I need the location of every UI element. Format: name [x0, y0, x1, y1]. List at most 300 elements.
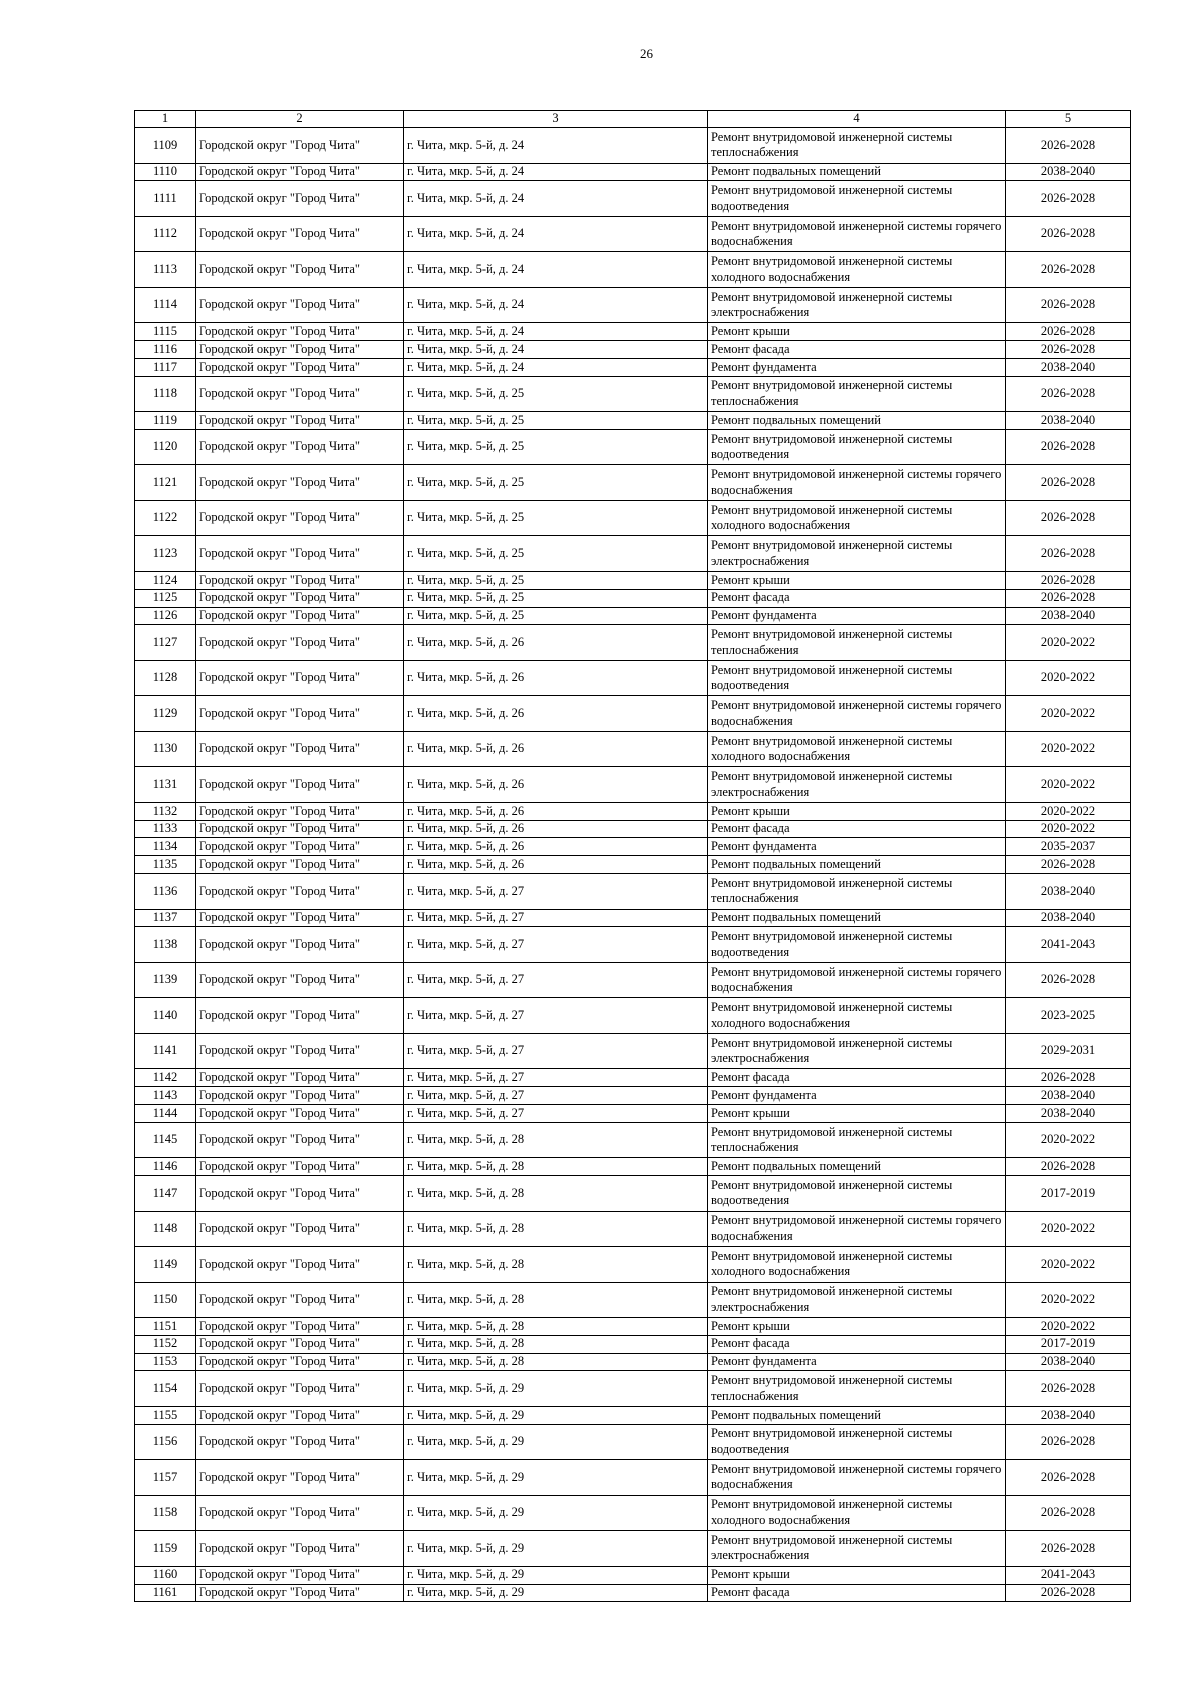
address-cell: г. Чита, мкр. 5-й, д. 26: [404, 820, 708, 838]
municipality-cell: Городской округ "Город Чита": [196, 767, 404, 803]
address-cell: г. Чита, мкр. 5-й, д. 28: [404, 1158, 708, 1176]
work-type-cell: Ремонт внутридомовой инженерной системы горячего водоснабжения: [708, 465, 1006, 501]
municipality-cell: Городской округ "Город Чита": [196, 1033, 404, 1069]
row-number-cell: 1142: [135, 1069, 196, 1087]
period-cell: 2017-2019: [1006, 1335, 1131, 1353]
municipality-cell: Городской округ "Город Чита": [196, 1069, 404, 1087]
period-cell: 2038-2040: [1006, 163, 1131, 181]
table-row: [135, 1033, 1131, 1069]
period-cell: 2020-2022: [1006, 1122, 1131, 1158]
work-type-cell: Ремонт внутридомовой инженерной системы горячего водоснабжения: [708, 216, 1006, 252]
address-cell: г. Чита, мкр. 5-й, д. 27: [404, 1104, 708, 1122]
period-cell: 2020-2022: [1006, 696, 1131, 732]
row-number-cell: 1124: [135, 571, 196, 589]
row-number-cell: 1130: [135, 731, 196, 767]
work-type-cell: Ремонт фасада: [708, 1335, 1006, 1353]
period-cell: 2020-2022: [1006, 1282, 1131, 1318]
row-number-cell: 1157: [135, 1460, 196, 1496]
table-row: [135, 128, 1131, 164]
work-type-cell: Ремонт подвальных помещений: [708, 1158, 1006, 1176]
table-row: [135, 962, 1131, 998]
address-cell: г. Чита, мкр. 5-й, д. 24: [404, 216, 708, 252]
row-number-cell: 1144: [135, 1104, 196, 1122]
period-cell: 2023-2025: [1006, 998, 1131, 1034]
table-row: [135, 1566, 1131, 1584]
table-row: [135, 1353, 1131, 1371]
work-type-cell: Ремонт крыши: [708, 1566, 1006, 1584]
municipality-cell: Городской округ "Город Чита": [196, 287, 404, 323]
address-cell: г. Чита, мкр. 5-й, д. 25: [404, 429, 708, 465]
municipality-cell: Городской округ "Город Чита": [196, 163, 404, 181]
period-cell: 2026-2028: [1006, 376, 1131, 412]
work-type-cell: Ремонт внутридомовой инженерной системы водоотведения: [708, 1424, 1006, 1460]
municipality-cell: Городской округ "Город Чита": [196, 1495, 404, 1531]
work-type-cell: Ремонт внутридомовой инженерной системы водоотведения: [708, 429, 1006, 465]
municipality-cell: Городской округ "Город Чита": [196, 465, 404, 501]
table-row: [135, 376, 1131, 412]
work-type-cell: Ремонт внутридомовой инженерной системы горячего водоснабжения: [708, 1211, 1006, 1247]
row-number-cell: 1135: [135, 856, 196, 874]
address-cell: г. Чита, мкр. 5-й, д. 24: [404, 341, 708, 359]
table-row: [135, 1335, 1131, 1353]
period-cell: 2026-2028: [1006, 465, 1131, 501]
work-type-cell: Ремонт подвальных помещений: [708, 856, 1006, 874]
work-type-cell: Ремонт крыши: [708, 1104, 1006, 1122]
address-cell: г. Чита, мкр. 5-й, д. 29: [404, 1584, 708, 1602]
period-cell: 2038-2040: [1006, 358, 1131, 376]
table-row: [135, 1406, 1131, 1424]
address-cell: г. Чита, мкр. 5-й, д. 28: [404, 1176, 708, 1212]
table-row: [135, 571, 1131, 589]
table-row: [135, 500, 1131, 536]
table-row: [135, 216, 1131, 252]
municipality-cell: Городской округ "Город Чита": [196, 128, 404, 164]
work-type-cell: Ремонт внутридомовой инженерной системы теплоснабжения: [708, 376, 1006, 412]
table-row: [135, 731, 1131, 767]
address-cell: г. Чита, мкр. 5-й, д. 24: [404, 287, 708, 323]
address-cell: г. Чита, мкр. 5-й, д. 29: [404, 1371, 708, 1407]
municipality-cell: Городской округ "Город Чита": [196, 412, 404, 430]
address-cell: г. Чита, мкр. 5-й, д. 29: [404, 1495, 708, 1531]
work-type-cell: Ремонт внутридомовой инженерной системы холодного водоснабжения: [708, 731, 1006, 767]
work-type-cell: Ремонт внутридомовой инженерной системы теплоснабжения: [708, 874, 1006, 910]
row-number-cell: 1113: [135, 252, 196, 288]
table-row: [135, 1176, 1131, 1212]
period-cell: 2026-2028: [1006, 1069, 1131, 1087]
row-number-cell: 1152: [135, 1335, 196, 1353]
period-cell: 2026-2028: [1006, 1584, 1131, 1602]
period-cell: 2020-2022: [1006, 625, 1131, 661]
work-type-cell: Ремонт подвальных помещений: [708, 909, 1006, 927]
work-type-cell: Ремонт внутридомовой инженерной системы водоотведения: [708, 181, 1006, 217]
work-type-cell: Ремонт подвальных помещений: [708, 412, 1006, 430]
column-header: 2: [196, 111, 404, 128]
table-row: [135, 1371, 1131, 1407]
work-type-cell: Ремонт внутридомовой инженерной системы горячего водоснабжения: [708, 962, 1006, 998]
municipality-cell: Городской округ "Город Чита": [196, 1318, 404, 1336]
address-cell: г. Чита, мкр. 5-й, д. 24: [404, 323, 708, 341]
row-number-cell: 1117: [135, 358, 196, 376]
period-cell: 2026-2028: [1006, 216, 1131, 252]
municipality-cell: Городской округ "Город Чита": [196, 1087, 404, 1105]
table-row: [135, 1495, 1131, 1531]
work-type-cell: Ремонт внутридомовой инженерной системы водоотведения: [708, 927, 1006, 963]
period-cell: 2026-2028: [1006, 181, 1131, 217]
row-number-cell: 1120: [135, 429, 196, 465]
work-type-cell: Ремонт крыши: [708, 802, 1006, 820]
municipality-cell: Городской округ "Город Чита": [196, 1584, 404, 1602]
municipality-cell: Городской округ "Город Чита": [196, 1176, 404, 1212]
address-cell: г. Чита, мкр. 5-й, д. 29: [404, 1406, 708, 1424]
work-type-cell: Ремонт внутридомовой инженерной системы электроснабжения: [708, 1282, 1006, 1318]
work-type-cell: Ремонт фундамента: [708, 607, 1006, 625]
period-cell: 2026-2028: [1006, 856, 1131, 874]
address-cell: г. Чита, мкр. 5-й, д. 29: [404, 1424, 708, 1460]
work-type-cell: Ремонт фундамента: [708, 838, 1006, 856]
table-row: [135, 909, 1131, 927]
municipality-cell: Городской округ "Город Чита": [196, 536, 404, 572]
address-cell: г. Чита, мкр. 5-й, д. 26: [404, 731, 708, 767]
work-type-cell: Ремонт внутридомовой инженерной системы горячего водоснабжения: [708, 696, 1006, 732]
period-cell: 2026-2028: [1006, 287, 1131, 323]
row-number-cell: 1128: [135, 660, 196, 696]
period-cell: 2038-2040: [1006, 1087, 1131, 1105]
address-cell: г. Чита, мкр. 5-й, д. 25: [404, 376, 708, 412]
row-number-cell: 1123: [135, 536, 196, 572]
period-cell: 2026-2028: [1006, 1531, 1131, 1567]
header-row: [135, 111, 1131, 128]
address-cell: г. Чита, мкр. 5-й, д. 27: [404, 962, 708, 998]
municipality-cell: Городской округ "Город Чита": [196, 181, 404, 217]
table-row: [135, 625, 1131, 661]
table-row: [135, 1318, 1131, 1336]
row-number-cell: 1127: [135, 625, 196, 661]
period-cell: 2041-2043: [1006, 927, 1131, 963]
work-type-cell: Ремонт фасада: [708, 341, 1006, 359]
row-number-cell: 1137: [135, 909, 196, 927]
table-row: [135, 802, 1131, 820]
address-cell: г. Чита, мкр. 5-й, д. 26: [404, 696, 708, 732]
table-row: [135, 163, 1131, 181]
table-row: [135, 696, 1131, 732]
row-number-cell: 1131: [135, 767, 196, 803]
municipality-cell: Городской округ "Город Чита": [196, 1353, 404, 1371]
row-number-cell: 1133: [135, 820, 196, 838]
address-cell: г. Чита, мкр. 5-й, д. 28: [404, 1211, 708, 1247]
period-cell: 2020-2022: [1006, 731, 1131, 767]
table-row: [135, 874, 1131, 910]
table-row: [135, 856, 1131, 874]
municipality-cell: Городской округ "Город Чита": [196, 1460, 404, 1496]
table-row: [135, 358, 1131, 376]
address-cell: г. Чита, мкр. 5-й, д. 27: [404, 927, 708, 963]
table-row: [135, 589, 1131, 607]
address-cell: г. Чита, мкр. 5-й, д. 27: [404, 909, 708, 927]
municipality-cell: Городской округ "Город Чита": [196, 927, 404, 963]
row-number-cell: 1158: [135, 1495, 196, 1531]
municipality-cell: Городской округ "Город Чита": [196, 323, 404, 341]
table-row: [135, 1104, 1131, 1122]
table-row: [135, 1158, 1131, 1176]
work-type-cell: Ремонт фасада: [708, 1069, 1006, 1087]
address-cell: г. Чита, мкр. 5-й, д. 26: [404, 625, 708, 661]
work-type-cell: Ремонт внутридомовой инженерной системы электроснабжения: [708, 1033, 1006, 1069]
table-row: [135, 181, 1131, 217]
address-cell: г. Чита, мкр. 5-й, д. 25: [404, 412, 708, 430]
table-row: [135, 465, 1131, 501]
row-number-cell: 1156: [135, 1424, 196, 1460]
work-type-cell: Ремонт фундамента: [708, 1353, 1006, 1371]
address-cell: г. Чита, мкр. 5-й, д. 25: [404, 536, 708, 572]
work-type-cell: Ремонт подвальных помещений: [708, 1406, 1006, 1424]
row-number-cell: 1119: [135, 412, 196, 430]
table-row: [135, 429, 1131, 465]
table-header: [135, 111, 1131, 128]
municipality-cell: Городской округ "Город Чита": [196, 571, 404, 589]
municipality-cell: Городской округ "Город Чита": [196, 589, 404, 607]
municipality-cell: Городской округ "Город Чита": [196, 660, 404, 696]
municipality-cell: Городской округ "Город Чита": [196, 1566, 404, 1584]
municipality-cell: Городской округ "Город Чита": [196, 838, 404, 856]
period-cell: 2026-2028: [1006, 323, 1131, 341]
row-number-cell: 1114: [135, 287, 196, 323]
period-cell: 2026-2028: [1006, 128, 1131, 164]
address-cell: г. Чита, мкр. 5-й, д. 28: [404, 1353, 708, 1371]
row-number-cell: 1143: [135, 1087, 196, 1105]
municipality-cell: Городской округ "Город Чита": [196, 962, 404, 998]
work-type-cell: Ремонт фасада: [708, 820, 1006, 838]
row-number-cell: 1160: [135, 1566, 196, 1584]
work-type-cell: Ремонт крыши: [708, 571, 1006, 589]
address-cell: г. Чита, мкр. 5-й, д. 25: [404, 571, 708, 589]
row-number-cell: 1161: [135, 1584, 196, 1602]
table-body: [135, 128, 1131, 1602]
municipality-cell: Городской округ "Город Чита": [196, 429, 404, 465]
municipality-cell: Городской округ "Город Чита": [196, 1282, 404, 1318]
row-number-cell: 1109: [135, 128, 196, 164]
address-cell: г. Чита, мкр. 5-й, д. 24: [404, 128, 708, 164]
table-row: [135, 412, 1131, 430]
period-cell: 2020-2022: [1006, 1211, 1131, 1247]
row-number-cell: 1138: [135, 927, 196, 963]
address-cell: г. Чита, мкр. 5-й, д. 28: [404, 1282, 708, 1318]
table-row: [135, 536, 1131, 572]
address-cell: г. Чита, мкр. 5-й, д. 29: [404, 1566, 708, 1584]
row-number-cell: 1136: [135, 874, 196, 910]
work-type-cell: Ремонт внутридомовой инженерной системы холодного водоснабжения: [708, 252, 1006, 288]
municipality-cell: Городской округ "Город Чита": [196, 607, 404, 625]
municipality-cell: Городской округ "Город Чита": [196, 341, 404, 359]
table-row: [135, 1122, 1131, 1158]
table-row: [135, 1247, 1131, 1283]
column-header: 4: [708, 111, 1006, 128]
table-row: [135, 1460, 1131, 1496]
municipality-cell: Городской округ "Город Чита": [196, 802, 404, 820]
work-type-cell: Ремонт фасада: [708, 1584, 1006, 1602]
address-cell: г. Чита, мкр. 5-й, д. 25: [404, 607, 708, 625]
address-cell: г. Чита, мкр. 5-й, д. 26: [404, 767, 708, 803]
row-number-cell: 1116: [135, 341, 196, 359]
row-number-cell: 1146: [135, 1158, 196, 1176]
period-cell: 2026-2028: [1006, 252, 1131, 288]
period-cell: 2038-2040: [1006, 607, 1131, 625]
row-number-cell: 1121: [135, 465, 196, 501]
period-cell: 2038-2040: [1006, 1104, 1131, 1122]
row-number-cell: 1148: [135, 1211, 196, 1247]
work-type-cell: Ремонт внутридомовой инженерной системы теплоснабжения: [708, 625, 1006, 661]
row-number-cell: 1118: [135, 376, 196, 412]
row-number-cell: 1151: [135, 1318, 196, 1336]
period-cell: 2038-2040: [1006, 1406, 1131, 1424]
table-row: [135, 838, 1131, 856]
address-cell: г. Чита, мкр. 5-й, д. 24: [404, 358, 708, 376]
work-type-cell: Ремонт внутридомовой инженерной системы теплоснабжения: [708, 1122, 1006, 1158]
address-cell: г. Чита, мкр. 5-й, д. 28: [404, 1122, 708, 1158]
row-number-cell: 1132: [135, 802, 196, 820]
municipality-cell: Городской округ "Город Чита": [196, 216, 404, 252]
municipality-cell: Городской округ "Город Чита": [196, 1371, 404, 1407]
address-cell: г. Чита, мкр. 5-й, д. 24: [404, 252, 708, 288]
municipality-cell: Городской округ "Город Чита": [196, 820, 404, 838]
period-cell: 2020-2022: [1006, 767, 1131, 803]
table-row: [135, 1424, 1131, 1460]
municipality-cell: Городской округ "Город Чита": [196, 625, 404, 661]
work-type-cell: Ремонт внутридомовой инженерной системы холодного водоснабжения: [708, 1495, 1006, 1531]
row-number-cell: 1155: [135, 1406, 196, 1424]
period-cell: 2017-2019: [1006, 1176, 1131, 1212]
period-cell: 2029-2031: [1006, 1033, 1131, 1069]
municipality-cell: Городской округ "Город Чита": [196, 1122, 404, 1158]
row-number-cell: 1141: [135, 1033, 196, 1069]
row-number-cell: 1140: [135, 998, 196, 1034]
column-header: 3: [404, 111, 708, 128]
period-cell: 2038-2040: [1006, 909, 1131, 927]
address-cell: г. Чита, мкр. 5-й, д. 28: [404, 1318, 708, 1336]
municipality-cell: Городской округ "Город Чита": [196, 1211, 404, 1247]
municipality-cell: Городской округ "Город Чита": [196, 998, 404, 1034]
address-cell: г. Чита, мкр. 5-й, д. 27: [404, 1069, 708, 1087]
period-cell: 2026-2028: [1006, 589, 1131, 607]
address-cell: г. Чита, мкр. 5-й, д. 29: [404, 1460, 708, 1496]
period-cell: 2026-2028: [1006, 536, 1131, 572]
table-row: [135, 323, 1131, 341]
column-header: 1: [135, 111, 196, 128]
address-cell: г. Чита, мкр. 5-й, д. 25: [404, 465, 708, 501]
period-cell: 2035-2037: [1006, 838, 1131, 856]
municipality-cell: Городской округ "Город Чита": [196, 909, 404, 927]
period-cell: 2020-2022: [1006, 820, 1131, 838]
period-cell: 2038-2040: [1006, 412, 1131, 430]
work-type-cell: Ремонт внутридомовой инженерной системы электроснабжения: [708, 767, 1006, 803]
row-number-cell: 1154: [135, 1371, 196, 1407]
work-type-cell: Ремонт внутридомовой инженерной системы холодного водоснабжения: [708, 998, 1006, 1034]
table-row: [135, 820, 1131, 838]
municipality-cell: Городской округ "Город Чита": [196, 1104, 404, 1122]
period-cell: 2026-2028: [1006, 429, 1131, 465]
period-cell: 2020-2022: [1006, 1318, 1131, 1336]
municipality-cell: Городской округ "Город Чита": [196, 1158, 404, 1176]
period-cell: 2020-2022: [1006, 660, 1131, 696]
municipality-cell: Городской округ "Город Чита": [196, 1424, 404, 1460]
repair-plan-table: [134, 110, 1131, 1602]
work-type-cell: Ремонт подвальных помещений: [708, 163, 1006, 181]
table-row: [135, 341, 1131, 359]
municipality-cell: Городской округ "Город Чита": [196, 731, 404, 767]
work-type-cell: Ремонт фундамента: [708, 358, 1006, 376]
municipality-cell: Городской округ "Город Чита": [196, 1335, 404, 1353]
address-cell: г. Чита, мкр. 5-й, д. 26: [404, 838, 708, 856]
address-cell: г. Чита, мкр. 5-й, д. 27: [404, 998, 708, 1034]
work-type-cell: Ремонт внутридомовой инженерной системы водоотведения: [708, 1176, 1006, 1212]
page-number: 26: [640, 46, 653, 61]
address-cell: г. Чита, мкр. 5-й, д. 24: [404, 163, 708, 181]
municipality-cell: Городской округ "Город Чита": [196, 376, 404, 412]
period-cell: 2026-2028: [1006, 500, 1131, 536]
row-number-cell: 1149: [135, 1247, 196, 1283]
period-cell: 2026-2028: [1006, 1371, 1131, 1407]
period-cell: 2038-2040: [1006, 1353, 1131, 1371]
period-cell: 2026-2028: [1006, 1158, 1131, 1176]
period-cell: 2041-2043: [1006, 1566, 1131, 1584]
table-row: [135, 287, 1131, 323]
table-row: [135, 1087, 1131, 1105]
table-row: [135, 767, 1131, 803]
work-type-cell: Ремонт внутридомовой инженерной системы электроснабжения: [708, 536, 1006, 572]
row-number-cell: 1115: [135, 323, 196, 341]
municipality-cell: Городской округ "Город Чита": [196, 1247, 404, 1283]
address-cell: г. Чита, мкр. 5-й, д. 25: [404, 589, 708, 607]
work-type-cell: Ремонт внутридомовой инженерной системы электроснабжения: [708, 1531, 1006, 1567]
table-row: [135, 1282, 1131, 1318]
period-cell: 2026-2028: [1006, 1460, 1131, 1496]
address-cell: г. Чита, мкр. 5-й, д. 28: [404, 1335, 708, 1353]
period-cell: 2020-2022: [1006, 802, 1131, 820]
table-row: [135, 1211, 1131, 1247]
row-number-cell: 1159: [135, 1531, 196, 1567]
row-number-cell: 1153: [135, 1353, 196, 1371]
row-number-cell: 1126: [135, 607, 196, 625]
period-cell: 2026-2028: [1006, 1424, 1131, 1460]
period-cell: 2026-2028: [1006, 962, 1131, 998]
address-cell: г. Чита, мкр. 5-й, д. 26: [404, 802, 708, 820]
work-type-cell: Ремонт фундамента: [708, 1087, 1006, 1105]
table-row: [135, 660, 1131, 696]
address-cell: г. Чита, мкр. 5-й, д. 26: [404, 856, 708, 874]
address-cell: г. Чита, мкр. 5-й, д. 24: [404, 181, 708, 217]
address-cell: г. Чита, мкр. 5-й, д. 27: [404, 1033, 708, 1069]
work-type-cell: Ремонт крыши: [708, 1318, 1006, 1336]
table-row: [135, 1531, 1131, 1567]
municipality-cell: Городской округ "Город Чита": [196, 252, 404, 288]
work-type-cell: Ремонт внутридомовой инженерной системы водоотведения: [708, 660, 1006, 696]
municipality-cell: Городской округ "Город Чита": [196, 696, 404, 732]
table-row: [135, 607, 1131, 625]
work-type-cell: Ремонт внутридомовой инженерной системы холодного водоснабжения: [708, 500, 1006, 536]
municipality-cell: Городской округ "Город Чита": [196, 1531, 404, 1567]
row-number-cell: 1147: [135, 1176, 196, 1212]
address-cell: г. Чита, мкр. 5-й, д. 27: [404, 1087, 708, 1105]
row-number-cell: 1139: [135, 962, 196, 998]
municipality-cell: Городской округ "Город Чита": [196, 874, 404, 910]
municipality-cell: Городской округ "Город Чита": [196, 856, 404, 874]
work-type-cell: Ремонт крыши: [708, 323, 1006, 341]
work-type-cell: Ремонт внутридомовой инженерной системы теплоснабжения: [708, 128, 1006, 164]
municipality-cell: Городской округ "Город Чита": [196, 500, 404, 536]
column-header: 5: [1006, 111, 1131, 128]
table-row: [135, 998, 1131, 1034]
row-number-cell: 1125: [135, 589, 196, 607]
row-number-cell: 1112: [135, 216, 196, 252]
